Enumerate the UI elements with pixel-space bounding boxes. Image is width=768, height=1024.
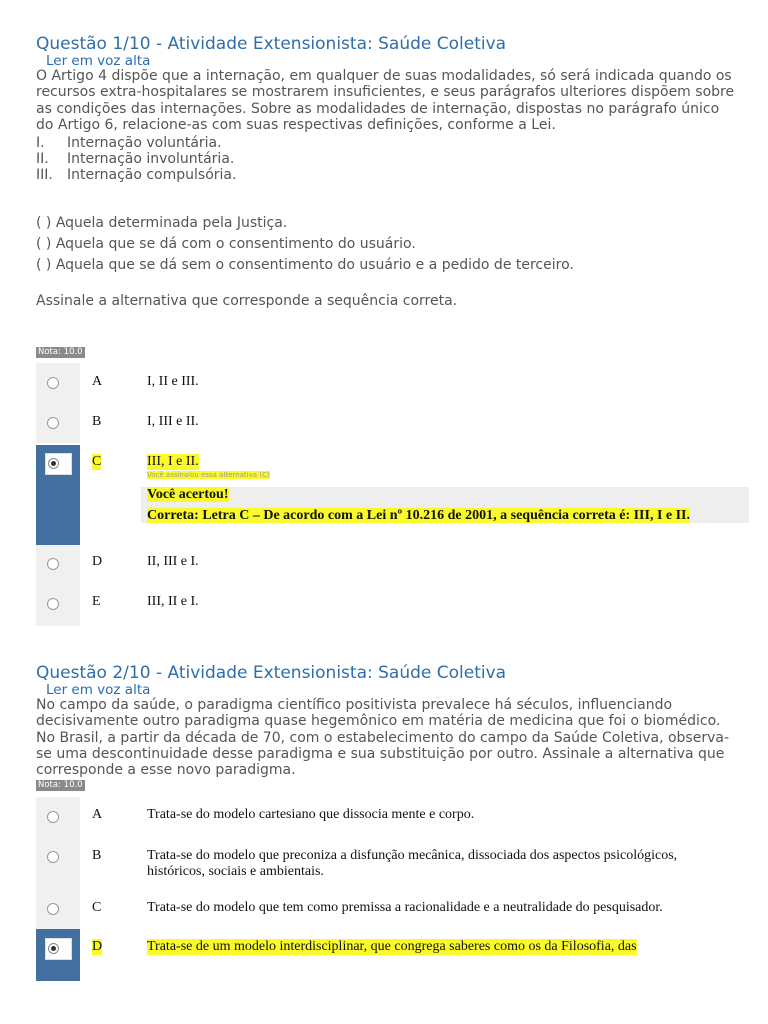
option-a-radio[interactable] <box>47 377 59 389</box>
option-b-column <box>36 837 80 889</box>
option-c-radio[interactable] <box>47 903 59 915</box>
option-letter: C <box>92 900 102 915</box>
question-2-title <box>36 663 506 683</box>
option-text-line: históricos, sociais e ambientais. <box>147 864 324 879</box>
item-number: I. <box>36 135 45 151</box>
option-text[interactable]: III, II e I. <box>147 594 199 609</box>
question-1-statement: O Artigo 4 dispõe que a internação, em qualquer de suas modalidades, só será indicada quando os recursos extra-hospitalares se mostrarem insuficientes, e seus parágrafos ulteriores dispõem sobre as condições das internações. Sobre as modalidades de internação, dispostas no parágrafo único do Artigo 6, relacione-as com suas respectivas definições, conforme a Lei. <box>36 68 735 133</box>
option-letter: C <box>92 454 102 469</box>
option-text[interactable]: II, III e I. <box>147 554 199 569</box>
option-text[interactable]: Trata-se do modelo que tem como premissa a racionalidade e a neutralidade do pesquisador. <box>147 900 663 915</box>
title-separator: - <box>150 34 168 54</box>
definition-item: ( ) Aquela que se dá sem o consentimento do usuário e a pedido de terceiro. <box>36 257 574 273</box>
feedback-correct <box>147 487 229 503</box>
item-text: Internação involuntária. <box>67 151 235 167</box>
title-separator: - <box>150 663 168 683</box>
option-e-radio[interactable] <box>47 598 59 610</box>
feedback-answer <box>147 508 690 524</box>
option-d-radio-selected[interactable] <box>45 938 72 960</box>
option-text[interactable]: Trata-se de um modelo interdisciplinar, que congrega saberes como os da Filosofia, das <box>147 939 637 954</box>
question-subject: Atividade Extensionista: Saúde Coletiva <box>167 663 507 683</box>
feedback-answer-text: Correta: Letra C – De acordo com a Lei nº 10.216 de 2001, a sequência correta é: III, I e II. <box>147 508 691 523</box>
feedback-correct-text: Você acertou! <box>147 487 229 502</box>
option-letter: A <box>92 807 103 822</box>
option-d-radio[interactable] <box>47 558 59 570</box>
option-b-radio[interactable] <box>47 417 59 429</box>
read-aloud-link[interactable]: Ler em voz alta <box>46 682 151 698</box>
chosen-note: Você assinalou essa alternativa (C) <box>147 471 270 479</box>
grade-badge: Nota: 10.0 <box>38 780 83 790</box>
question-subject: Atividade Extensionista: Saúde Coletiva <box>167 34 507 54</box>
option-letter: D <box>92 554 103 569</box>
read-aloud-link[interactable]: Ler em voz alta <box>46 53 151 69</box>
question-number: Questão 2/10 <box>36 663 151 683</box>
question-instruction: Assinale a alternativa que corresponde a sequência correta. <box>36 293 458 309</box>
list-item <box>36 135 222 151</box>
option-b-radio[interactable] <box>47 851 59 863</box>
option-a-radio[interactable] <box>47 811 59 823</box>
item-text: Internação voluntária. <box>67 135 222 151</box>
option-letter: B <box>92 414 102 429</box>
question-1-title <box>36 34 506 54</box>
option-letter: D <box>92 939 103 954</box>
definition-item: ( ) Aquela determinada pela Justiça. <box>36 215 288 231</box>
option-text[interactable]: Trata-se do modelo cartesiano que dissocia mente e corpo. <box>147 807 475 822</box>
option-text-line: Trata-se do modelo que preconiza a disfunção mecânica, dissociada dos aspectos psicológicos, <box>147 848 678 863</box>
list-item <box>36 151 234 167</box>
list-item <box>36 167 236 183</box>
item-number: II. <box>36 151 49 167</box>
question-number: Questão 1/10 <box>36 34 151 54</box>
option-letter: E <box>92 594 101 609</box>
definition-item: ( ) Aquela que se dá com o consentimento do usuário. <box>36 236 416 252</box>
option-letter: B <box>92 848 102 863</box>
question-2-statement: No campo da saúde, o paradigma científico positivista prevalece há séculos, influenciando decisivamente outro paradigma quase hegemônico em matéria de medicina que foi o biomédico. No Brasil, a partir da década de 70, com o estabelecimento do campo da Saúde Coletiva, observa-se uma descontinuidade desse paradigma e sua substituição por outro. Assinale a alternativa que corresponde a esse novo paradigma. <box>36 697 730 779</box>
item-number: III. <box>36 167 53 183</box>
option-c-radio-selected[interactable] <box>45 453 72 475</box>
option-letter: A <box>92 374 103 389</box>
option-text[interactable]: I, III e II. <box>147 414 199 429</box>
grade-badge: Nota: 10.0 <box>38 347 83 357</box>
option-text[interactable]: III, I e II. <box>147 454 199 469</box>
item-text: Internação compulsória. <box>67 167 237 183</box>
option-text[interactable]: I, II e III. <box>147 374 199 389</box>
option-text[interactable] <box>147 848 677 880</box>
